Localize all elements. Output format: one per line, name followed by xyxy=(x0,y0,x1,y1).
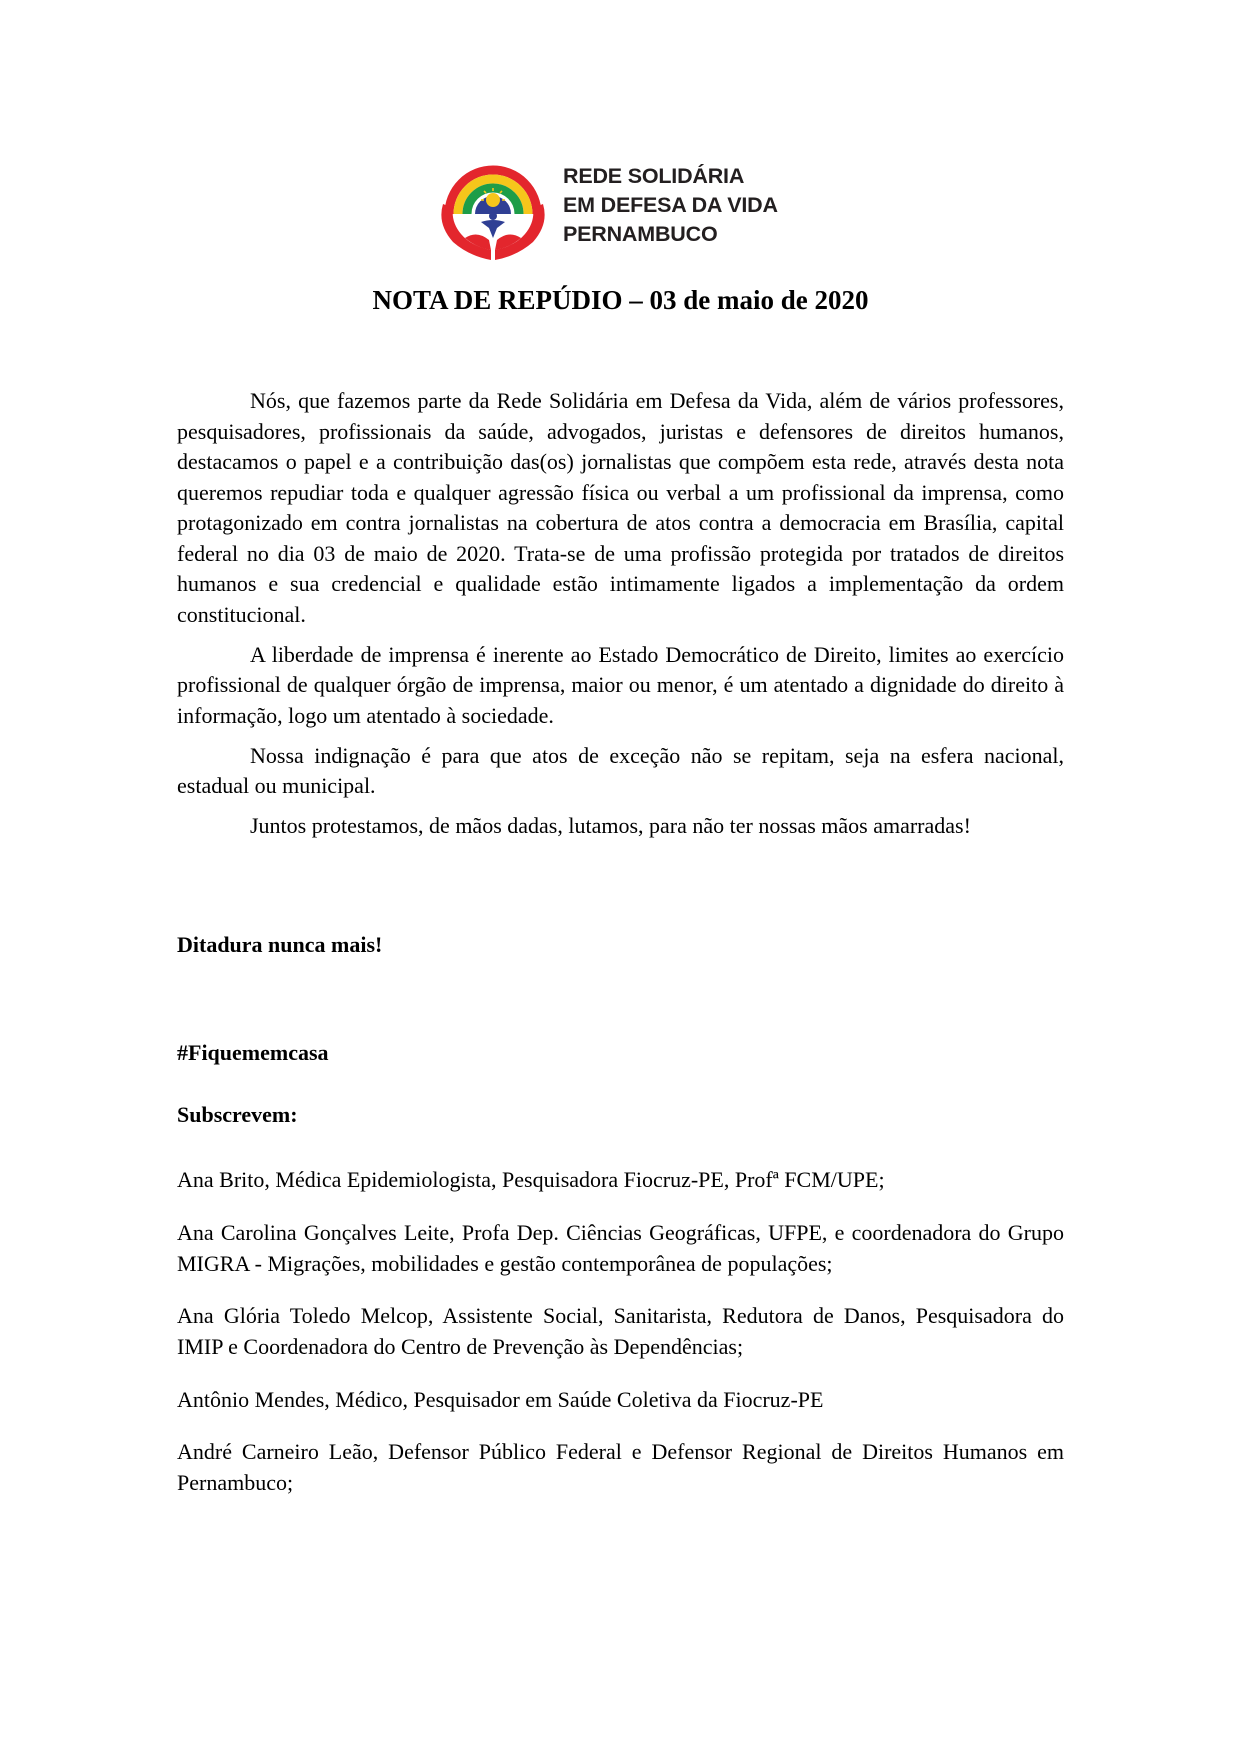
logo-text xyxy=(563,162,778,249)
hashtag: #Fiquememcasa xyxy=(177,1040,329,1065)
organization-logo xyxy=(435,142,815,268)
logo-line-1: REDE SOLIDÁRIA xyxy=(563,164,745,188)
body-paragraph: Nossa indignação é para que atos de exceção não se repitam, seja na esfera nacional, estadual ou municipal. xyxy=(177,742,1064,798)
signers-heading: Subscrevem: xyxy=(177,1102,298,1127)
body-paragraph: A liberdade de imprensa é inerente ao Estado Democrático de Direito, limites ao exercício profissional de qualquer órgão de imprensa, maior ou menor, é um atentado a dignidade do direito à informação, logo um atentado à sociedade. xyxy=(177,641,1064,728)
document-title: NOTA DE REPÚDIO – 03 de maio de 2020 xyxy=(372,285,869,315)
signer-entry: André Carneiro Leão, Defensor Público Federal e Defensor Regional de Direitos Humanos em Pernambuco; xyxy=(177,1439,1064,1495)
slogan: Ditadura nunca mais! xyxy=(177,932,383,957)
document-body xyxy=(177,386,1064,851)
signer-entry: Ana Brito, Médica Epidemiologista, Pesquisadora Fiocruz-PE, Profª FCM/UPE; xyxy=(177,1167,885,1192)
logo-line-3: PERNAMBUCO xyxy=(563,222,718,246)
signer-entry: Antônio Mendes, Médico, Pesquisador em Saúde Coletiva da Fiocruz-PE xyxy=(177,1386,824,1412)
body-paragraph: Nós, que fazemos parte da Rede Solidária em Defesa da Vida, além de vários professores, pesquisadores, profissionais da saúde, advogados, juristas e defensores de direitos humanos, destacamos o papel e a contribuição das(os) jornalistas que compõem esta rede, através desta nota queremos repudiar toda e qualquer agressão física ou verbal a um profissional da imprensa, como protagonizado em contra jornalistas na cobertura de atos contra a democracia em Brasília, capital federal no dia 03 de maio de 2020. Trata-se de uma profissão protegida por tratados de direitos humanos e sua credencial e qualidade estão intimamente ligados a implementação da ordem constitucional. xyxy=(177,388,1064,627)
rede-solidaria-logo-icon xyxy=(435,142,551,266)
signers-list xyxy=(177,1164,1064,1520)
signer-entry: Ana Glória Toledo Melcop, Assistente Social, Sanitarista, Redutora de Danos, Pesquisadora do IMIP e Coordenadora do Centro de Prevenção às Dependências; xyxy=(177,1303,1064,1359)
body-paragraph: Juntos protestamos, de mãos dadas, lutamos, para não ter nossas mãos amarradas! xyxy=(250,813,971,838)
signer-entry: Ana Carolina Gonçalves Leite, Profa Dep. Ciências Geográficas, UFPE, e coordenadora do Grupo MIGRA - Migrações, mobilidades e gestão contemporânea de populações; xyxy=(177,1219,1064,1276)
logo-line-2: EM DEFESA DA VIDA xyxy=(563,193,778,217)
